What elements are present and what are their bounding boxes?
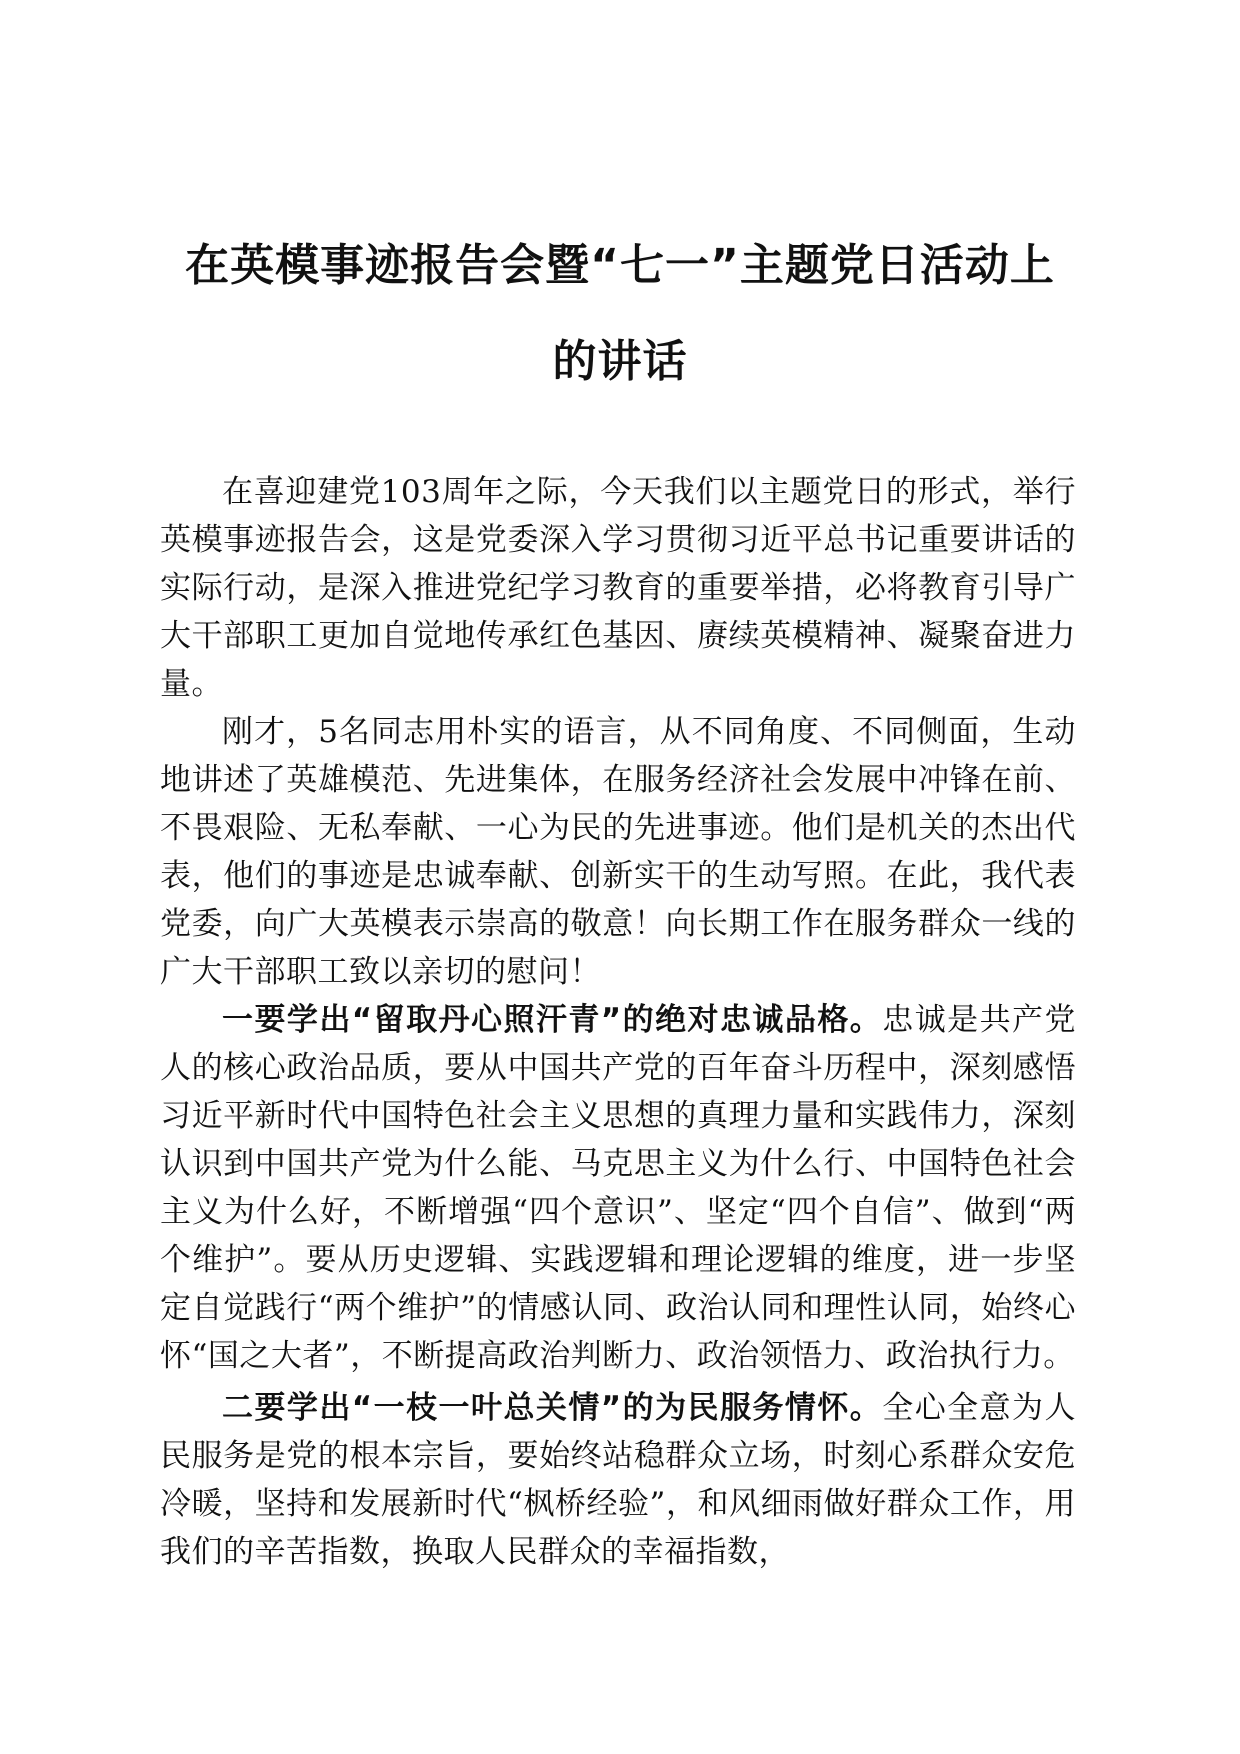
paragraph-intro [160, 468, 1076, 708]
paragraph-text: 刚才，5名同志用朴实的语言，从不同角度、不同侧面，生动地讲述了英雄模范、先进集体，在服务经济社会发展中冲锋在前、不畏艰险、无私奉献、一心为民的先进事迹。他们是机关的杰出代表，他们的事迹是忠诚奉献、创新实干的生动写照。在此，我代表党委，向广大英模表示崇高的敬意！向长期工作在服务群众一线的广大干部职工致以亲切的慰问！ [160, 714, 1076, 990]
document-title [140, 218, 1100, 410]
paragraph-lead: 二要学出“一枝一叶总关情”的为民服务情怀。 [222, 1390, 883, 1426]
title-line-1: 在英模事迹报告会暨“七一”主题党日活动上 [185, 240, 1055, 291]
paragraph-loyalty [160, 996, 1076, 1380]
paragraph-lead: 一要学出“留取丹心照汗青”的绝对忠诚品格。 [222, 1002, 883, 1038]
paragraph-text: 忠诚是共产党人的核心政治品质，要从中国共产党的百年奋斗历程中，深刻感悟习近平新时代中国特色社会主义思想的真理力量和实践伟力，深刻认识到中国共产党为什么能、马克思主义为什么行、中国特色社会主义为什么好，不断增强“四个意识”、坚定“四个自信”、做到“两个维护”。要从历史逻辑、实践逻辑和理论逻辑的维度，进一步坚定自觉践行“两个维护”的情感认同、政治认同和理性认同，始终心怀“国之大者”，不断提高政治判断力、政治领悟力、政治执行力。 [160, 1002, 1077, 1374]
paragraph-heroes [160, 708, 1076, 996]
paragraph-text: 全心全意为人民服务是党的根本宗旨，要始终站稳群众立场，时刻心系群众安危冷暖，坚持和发展新时代“枫桥经验”，和风细雨做好群众工作，用我们的辛苦指数，换取人民群众的幸福指数， [160, 1390, 1077, 1570]
title-line-2: 的讲话 [552, 336, 688, 387]
document-body [160, 468, 1076, 1576]
paragraph-service [160, 1384, 1076, 1576]
paragraph-text: 在喜迎建党103周年之际，今天我们以主题党日的形式，举行英模事迹报告会，这是党委深入学习贯彻习近平总书记重要讲话的实际行动，是深入推进党纪学习教育的重要举措，必将教育引导广大干部职工更加自觉地传承红色基因、赓续英模精神、凝聚奋进力量。 [160, 474, 1076, 702]
